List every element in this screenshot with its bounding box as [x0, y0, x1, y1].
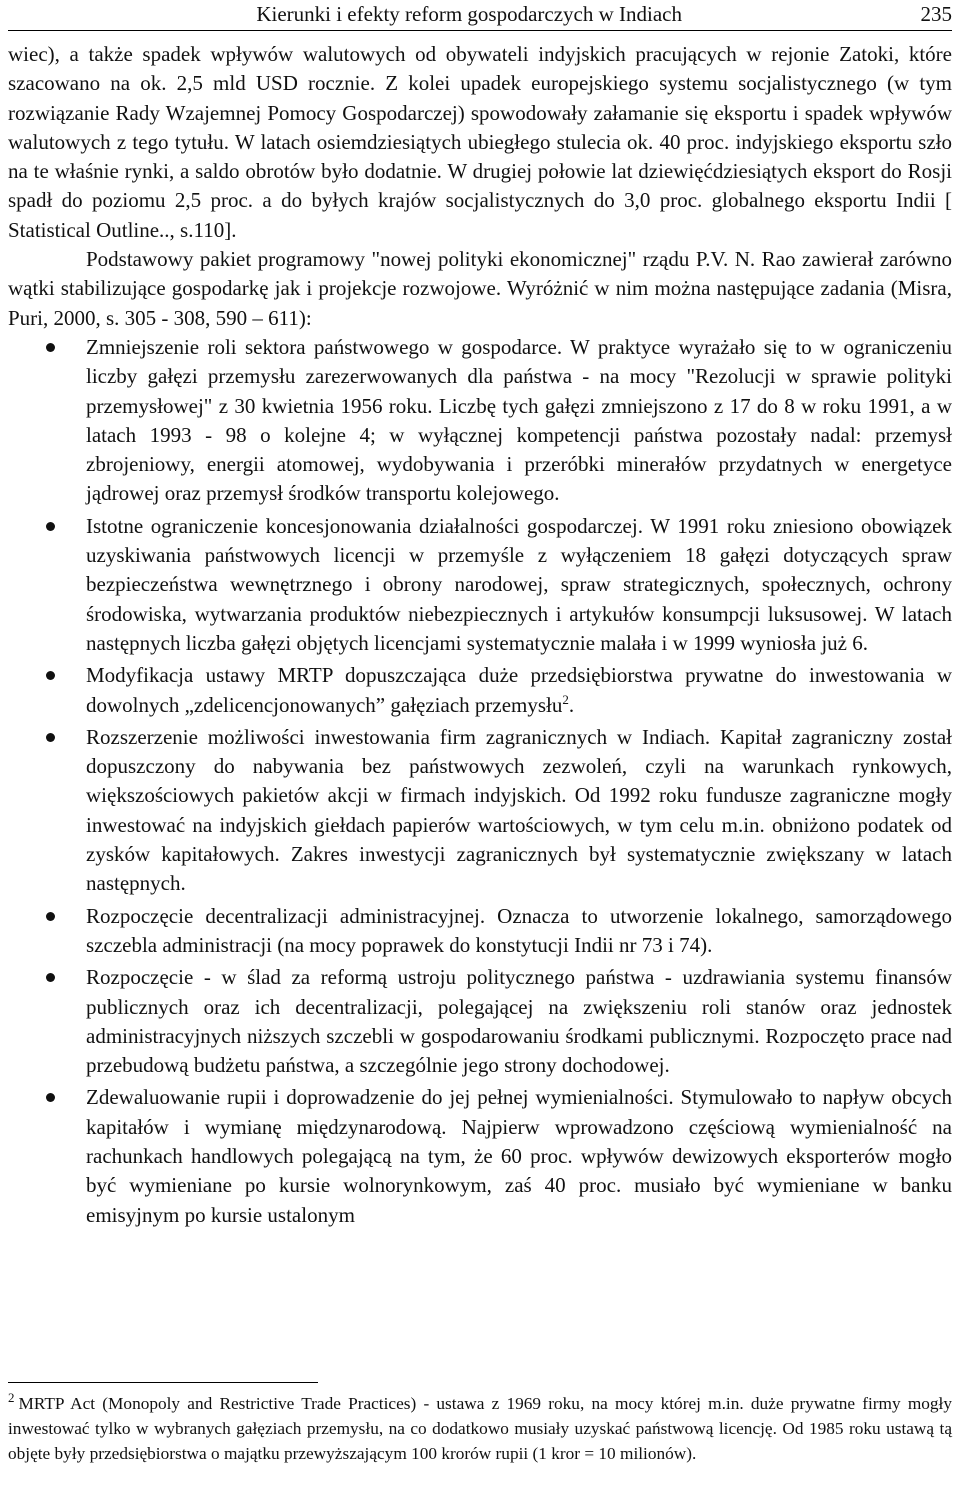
list-item — [8, 1083, 952, 1229]
list-item-text: Modyfikacja ustawy MRTP dopuszczająca duże przedsiębiorstwa prywatne do inwestowania w dowolnych „zdelicencjonowanych” gałęziach przemysłu — [86, 663, 952, 717]
list-item — [8, 902, 952, 961]
paragraph-intro-tasks: Podstawowy pakiet programowy "nowej polityki ekonomicznej" rządu P.V. N. Rao zawierał zarówno wątki stabilizujące gospodarkę jak i projekcje rozwojowe. Wyróżnić w nim można następujące zadania (Misra, Puri, 2000, s. 305 - 308, 590 – 611): — [8, 247, 952, 330]
list-item-text: Zmniejszenie roli sektora państwowego w gospodarce. W praktyce wyrażało się to w ograniczeniu liczby gałęzi przemysłu zarezerwowanych dla państwa - na mocy "Rezolucji w sprawie polityki przemysłowej" z 30 kwietnia 1956 roku. Liczbę tych gałęzi zmniejszono z 17 do 8 w roku 1991, a w latach 1993 - 98 o kolejne 4; w wyłącznej kompetencji państwa pozostały nadal: przemysł zbrojeniowy, energii atomowej, wydobywania i przeróbki minerałów przydatnych w energetyce jądrowej oraz przemysł środków transportu kolejowego. — [86, 334, 952, 506]
list-item — [8, 661, 952, 720]
footnote-divider — [8, 1382, 318, 1383]
list-item — [8, 333, 952, 509]
list-item-text: Rozpoczęcie decentralizacji administracyjnej. Oznacza to utworzenie lokalnego, samorządowego szczebla administracji (na mocy poprawek do konstytucji Indii nr 73 i 74). — [86, 903, 952, 957]
bullet-icon — [46, 522, 55, 531]
footnote — [8, 1391, 952, 1466]
paragraph-continued: wiec), a także spadek wpływów walutowych od obywateli indyjskich pracujących w rejonie Zatoki, które szacowano na ok. 2,5 mld USD rocznie. Z kolei upadek europejskiego systemu socjalistycznego (w tym rozwiązanie Rady Wzajemnej Pomocy Gospodarczej) spowodowały załamanie się eksportu i spadek wpływów walutowych z tego tytułu. W latach osiemdziesiątych ubiegłego stulecia ok. 40 proc. indyjskiego eksportu szło na te właśnie rynki, a saldo obrotów było dodatnie. W drugiej połowie lat dziewięćdziesiątych eksport do Rosji spadł do poziomu 2,5 proc. a do byłych krajów socjalistycznych do 3,0 proc. globalnego eksportu Indii [ Statistical Outline.., s.110]. — [8, 42, 952, 242]
list-item-text: Istotne ograniczenie koncesjonowania działalności gospodarczej. W 1991 roku zniesiono obowiązek uzyskiwania państwowych licencji w przemyśle z wyłączeniem 18 gałęzi dotyczących spraw bezpieczeństwa wewnętrznego i obrony narodowej, spraw strategicznych, społecznych, ochrony środowiska, wytwarzania produktów niebezpiecznych i artykułów konsumpcji luksusowej. W latach następnych liczba gałęzi objętych licencjami systematycznie malała i w 1999 wyniosła już 6. — [86, 513, 952, 655]
body-text — [8, 40, 952, 1233]
bullet-icon — [46, 733, 55, 742]
reform-tasks-list — [8, 333, 952, 1230]
list-item-text: Rozszerzenie możliwości inwestowania firm zagranicznych w Indiach. Kapitał zagraniczny został dopuszczony do nabywania bez państwowych zezwoleń, czyli na warunkach rynkowych, większościowych pakietów akcji w firmach indyjskich. Od 1992 roku fundusze zagraniczne mogły inwestować na indyjskich giełdach papierów wartościowych, w tym celu m.in. obniżono podatek od zysków kapitałowych. Zakres inwestycji zagranicznych był systematycznie zwiększany w latach następnych. — [86, 724, 952, 896]
running-title: Kierunki i efekty reform gospodarczych w Indiach — [256, 2, 682, 26]
list-item-text: Zdewaluowanie rupii i doprowadzenie do jej pełnej wymienialności. Stymulowało to napływ obcych kapitałów i wymianę międzynarodową. Najpierw wprowadzono częściową wymienialność na rachunkach handlowych polegającą na tym, że 60 proc. wpływów dewizowych eksporterów mogło być wymieniane po kursie wolnorynkowym, zaś 40 proc. musiało być wymieniane w banku emisyjnym po kursie ustalonym — [86, 1085, 952, 1227]
bullet-icon — [46, 671, 55, 680]
list-item-text-tail: . — [568, 692, 575, 717]
list-item-text: Rozpoczęcie - w ślad za reformą ustroju politycznego państwa - uzdrawiania systemu finansów publicznych oraz ich decentralizacji, polegającej na zwiększeniu roli stanów oraz jednostek administracyjnych niższych szczebli w gospodarowaniu środkami publicznymi. Rozpoczęto prace nad przebudową budżetu państwa, a szczególnie jego strony dochodowej. — [86, 965, 952, 1078]
list-item — [8, 963, 952, 1080]
bullet-icon — [46, 912, 55, 921]
footnote-reference[interactable]: 2 — [562, 691, 569, 707]
bullet-icon — [46, 343, 55, 352]
footnote-mark: 2 — [8, 1390, 15, 1406]
footnote-text: MRTP Act (Monopoly and Restrictive Trade Practices) - ustawa z 1969 roku, na mocy której m.in. duże prywatne firmy mogły inwestować tylko w wybranych gałęziach przemysłu, na co dodatkowo musiały uzyskać państwową licencję. Od 1985 roku ustawą tą objęte były przedsiębiorstwa o majątku przewyższającym 100 krorów rupii (1 kror = 10 milionów). — [8, 1394, 952, 1463]
running-header — [8, 0, 952, 31]
list-item — [8, 512, 952, 658]
page-number: 235 — [920, 2, 952, 26]
list-item — [8, 723, 952, 899]
bullet-icon — [46, 1093, 55, 1102]
bullet-icon — [46, 973, 55, 982]
